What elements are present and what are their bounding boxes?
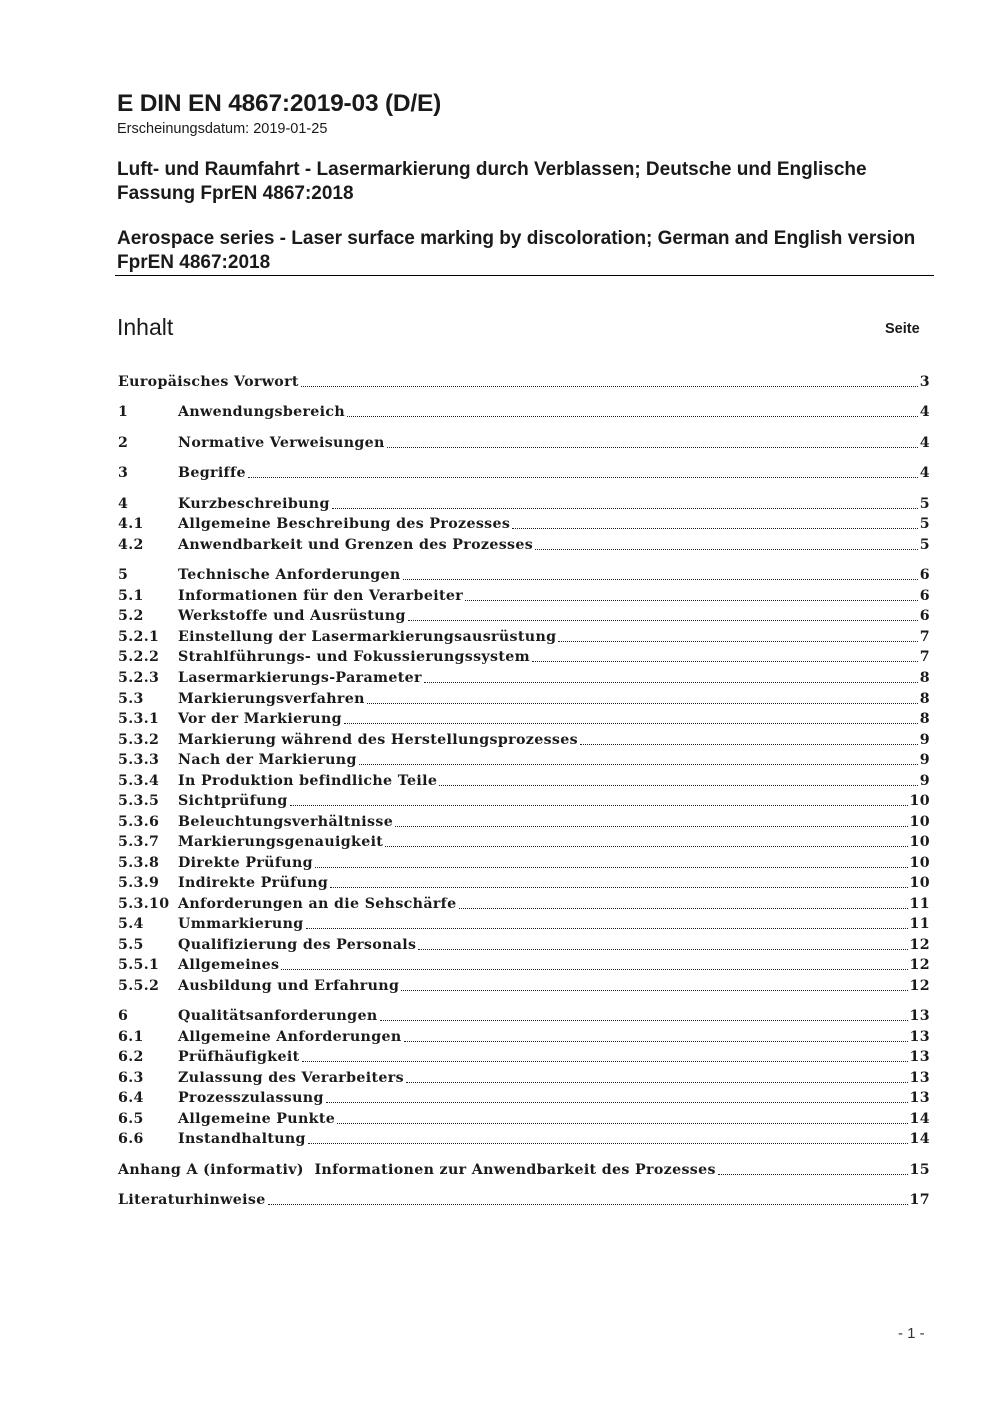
toc-dot-leader (308, 1143, 908, 1144)
toc-entry-5-3-3[interactable] (118, 749, 930, 769)
toc-dot-leader (395, 826, 907, 827)
toc-entry-number: 4.2 (118, 537, 144, 553)
toc-entry-page: 8 (919, 691, 930, 707)
toc-entry-page: 10 (909, 834, 930, 850)
toc-entry-label: Qualifizierung des Personals (178, 937, 417, 953)
toc-entry-number: 5.2 (118, 608, 144, 624)
toc-entry-label: Sichtprüfung (178, 793, 288, 809)
toc-entry-page: 7 (919, 649, 930, 665)
toc-page-column-label: Seite (885, 321, 920, 337)
toc-entry-6-3[interactable] (118, 1067, 930, 1087)
toc-entry-number: 5.5.2 (118, 978, 160, 994)
toc-entry-label: Ausbildung und Erfahrung (178, 978, 400, 994)
toc-entry-page: 14 (909, 1131, 930, 1147)
toc-entry-number: 5.2.1 (118, 629, 160, 645)
toc-entry-5-2-2[interactable] (118, 646, 930, 666)
toc-entry-5-2-1[interactable] (118, 626, 930, 646)
toc-dot-leader (558, 641, 917, 642)
toc-entry-label: Europäisches Vorwort (118, 374, 299, 390)
toc-entry-5-3-1[interactable] (118, 708, 930, 728)
toc-dot-leader (359, 764, 918, 765)
toc-entry-3[interactable] (118, 462, 930, 482)
toc-entry-label: Prozesszulassung (178, 1090, 324, 1106)
toc-entry-5-3[interactable] (118, 688, 930, 708)
toc-entry-page: 5 (919, 537, 930, 553)
toc-entry-page: 8 (919, 670, 930, 686)
toc-entry-label: Literaturhinweise (118, 1192, 266, 1208)
toc-entry-number: 3 (118, 465, 129, 481)
toc-entry-page: 6 (919, 608, 930, 624)
toc-entry-6-5[interactable] (118, 1108, 930, 1128)
toc-dot-leader (404, 1041, 908, 1042)
toc-entry-page: 10 (909, 875, 930, 891)
toc-dot-leader (459, 908, 908, 909)
toc-entry-number: 5.3.10 (118, 896, 170, 912)
toc-entry-label: Markierung während des Herstellungsprozesses (178, 732, 578, 748)
toc-entry-6[interactable] (118, 1005, 930, 1025)
toc-entry-page: 5 (919, 516, 930, 532)
toc-entry-page: 5 (919, 496, 930, 512)
toc-entry-label: Allgemeine Beschreibung des Prozesses (178, 516, 511, 532)
toc-dot-leader (403, 579, 918, 580)
toc-entry-page: 4 (919, 404, 930, 420)
toc-dot-leader (408, 620, 918, 621)
toc-entry-label: In Produktion befindliche Teile (178, 773, 438, 789)
toc-dot-leader (465, 600, 918, 601)
toc-entry-label: Einstellung der Lasermarkierungsausrüstung (178, 629, 557, 645)
toc-entry-label: Kurzbeschreibung (178, 496, 330, 512)
toc-dot-leader (532, 661, 918, 662)
toc-entry-5[interactable] (118, 564, 930, 584)
toc-dot-leader (301, 386, 918, 387)
toc-entry-page: 15 (909, 1162, 930, 1178)
toc-entry-page: 9 (919, 752, 930, 768)
toc-dot-leader (290, 805, 908, 806)
toc-entry-number: 5.2.3 (118, 670, 160, 686)
toc-entry-label: Allgemeines (178, 957, 280, 973)
toc-entry-number: 6.2 (118, 1049, 144, 1065)
toc-dot-leader (302, 1061, 908, 1062)
toc-entry-number: 5.3.8 (118, 855, 160, 871)
toc-entry-number: 2 (118, 435, 129, 451)
toc-entry-5-3-9[interactable] (118, 872, 930, 892)
document-title: E DIN EN 4867:2019-03 (D/E) (117, 90, 442, 117)
toc-dot-leader (380, 1020, 908, 1021)
toc-entry-label: Markierungsverfahren (178, 691, 365, 707)
toc-entry-5-5-1[interactable] (118, 954, 930, 974)
toc-entry-label: Markierungsgenauigkeit (178, 834, 384, 850)
toc-entry-6-6[interactable] (118, 1128, 930, 1148)
toc-dot-leader (718, 1174, 908, 1175)
toc-entry-label: Strahlführungs- und Fokussierungssystem (178, 649, 531, 665)
toc-entry-page: 13 (909, 1070, 930, 1086)
toc-entry-6-4[interactable] (118, 1087, 930, 1107)
toc-dot-leader (424, 682, 918, 683)
toc-entry-page: 7 (919, 629, 930, 645)
toc-entry-5-2[interactable] (118, 605, 930, 625)
toc-dot-leader (248, 477, 918, 478)
title-german: Luft- und Raumfahrt - Lasermarkierung durch Verblassen; Deutsche und Englische Fassung FprEN 4867:2018 (117, 159, 867, 204)
toc-entry-number: 6 (118, 1008, 129, 1024)
toc-entry-number: 4.1 (118, 516, 144, 532)
toc-entry-label: Nach der Markierung (178, 752, 357, 768)
toc-entry-page: 10 (909, 855, 930, 871)
toc-entry-page: 11 (909, 896, 930, 912)
toc-dot-leader (306, 928, 908, 929)
toc-entry-label: Qualitätsanforderungen (178, 1008, 378, 1024)
toc-entry-page: 11 (909, 916, 930, 932)
toc-entry-page: 4 (919, 465, 930, 481)
toc-entry-label: Prüfhäufigkeit (178, 1049, 300, 1065)
toc-entry-label: Direkte Prüfung (178, 855, 313, 871)
toc-entry-page: 9 (919, 773, 930, 789)
header-divider (115, 275, 934, 276)
toc-entry-5-3-5[interactable] (118, 790, 930, 810)
toc-entry-number: 5.3.7 (118, 834, 160, 850)
toc-entry-page: 17 (909, 1192, 930, 1208)
toc-entry-label: Anforderungen an die Sehschärfe (178, 896, 457, 912)
toc-dot-leader (347, 416, 918, 417)
toc-entry-number: 5.5 (118, 937, 144, 953)
toc-dot-leader (332, 508, 918, 509)
toc-entry-page: 14 (909, 1111, 930, 1127)
publication-date: Erscheinungsdatum: 2019-01-25 (117, 121, 328, 137)
toc-entry-label: Normative Verweisungen (178, 435, 385, 451)
toc-dot-leader (580, 744, 918, 745)
toc-dot-leader (406, 1082, 908, 1083)
toc-entry-4-1[interactable] (118, 513, 930, 533)
toc-entry-5-3-7[interactable] (118, 831, 930, 851)
toc-heading: Inhalt (117, 314, 174, 340)
toc-entry-5-1[interactable] (118, 585, 930, 605)
toc-entry-number: 5.3.1 (118, 711, 160, 727)
toc-entry-number: 5.3.9 (118, 875, 160, 891)
toc-dot-leader (385, 846, 907, 847)
toc-entry-number: 1 (118, 404, 129, 420)
toc-entry-number: 5.3.4 (118, 773, 160, 789)
toc-entry-label: Ummarkierung (178, 916, 304, 932)
toc-entry-label: Allgemeine Anforderungen (178, 1029, 402, 1045)
toc-entry-label: Allgemeine Punkte (178, 1111, 336, 1127)
toc-entry-number: 5.5.1 (118, 957, 160, 973)
toc-entry-number: 5.3 (118, 691, 144, 707)
toc-entry-label: Vor der Markierung (178, 711, 342, 727)
toc-dot-leader (418, 949, 907, 950)
toc-entry-label: Werkstoffe und Ausrüstung (178, 608, 406, 624)
toc-entry-page: 10 (909, 793, 930, 809)
toc-entry-number: 5 (118, 567, 129, 583)
toc-entry-5-2-3[interactable] (118, 667, 930, 687)
toc-entry-europaeisches-vorwort[interactable] (118, 371, 930, 391)
toc-entry-5-3-2[interactable] (118, 729, 930, 749)
toc-entry-number: 5.4 (118, 916, 144, 932)
title-english: Aerospace series - Laser surface marking by discoloration; German and English version FprEN 4867:2018 (117, 228, 916, 273)
toc-entry-page: 8 (919, 711, 930, 727)
toc-dot-leader (337, 1123, 907, 1124)
toc-entry-page: 9 (919, 732, 930, 748)
toc-entry-number: 5.3.6 (118, 814, 160, 830)
toc-entry-5-3-6[interactable] (118, 811, 930, 831)
toc-dot-leader (401, 990, 907, 991)
toc-dot-leader (330, 887, 907, 888)
toc-entry-label: Lasermarkierungs-Parameter (178, 670, 422, 686)
toc-entry-page: 12 (909, 978, 930, 994)
toc-entry-5-4[interactable] (118, 913, 930, 933)
toc-entry-6-1[interactable] (118, 1026, 930, 1046)
toc-entry-page: 4 (919, 435, 930, 451)
toc-entry-4[interactable] (118, 493, 930, 513)
toc-entry-page: 12 (909, 957, 930, 973)
toc-entry-number: 4 (118, 496, 129, 512)
toc-entry-anhang-a[interactable] (118, 1159, 930, 1179)
toc-entry-label: Zulassung des Verarbeiters (178, 1070, 404, 1086)
toc-dot-leader (315, 867, 908, 868)
toc-entry-number: 5.2.2 (118, 649, 160, 665)
toc-entry-number: 6.4 (118, 1090, 144, 1106)
toc-entry-page: 3 (919, 374, 930, 390)
toc-entry-5-3-4[interactable] (118, 770, 930, 790)
toc-entry-number: 5.1 (118, 588, 144, 604)
toc-entry-label: Anwendungsbereich (178, 404, 346, 420)
toc-entry-label: Instandhaltung (178, 1131, 306, 1147)
toc-entry-number: 5.3.2 (118, 732, 160, 748)
toc-entry-4-2[interactable] (118, 534, 930, 554)
toc-entry-page: 13 (909, 1008, 930, 1024)
toc-entry-page: 13 (909, 1049, 930, 1065)
toc-entry-literaturhinweise[interactable] (118, 1189, 930, 1209)
toc-entry-5-5[interactable] (118, 934, 930, 954)
toc-entry-5-5-2[interactable] (118, 975, 930, 995)
toc-entry-label: Anwendbarkeit und Grenzen des Prozesses (178, 537, 534, 553)
toc-entry-label: Beleuchtungsverhältnisse (178, 814, 394, 830)
toc-entry-6-2[interactable] (118, 1046, 930, 1066)
page-number: - 1 - (898, 1325, 925, 1342)
toc-entry-number: 5.3.5 (118, 793, 160, 809)
toc-dot-leader (268, 1204, 908, 1205)
toc-entry-5-3-8[interactable] (118, 852, 930, 872)
toc-dot-leader (367, 703, 918, 704)
toc-entry-number: 6.3 (118, 1070, 144, 1086)
toc-dot-leader (535, 549, 918, 550)
toc-entry-1[interactable] (118, 401, 930, 421)
toc-dot-leader (387, 447, 918, 448)
toc-entry-page: 6 (919, 567, 930, 583)
toc-entry-label: Informationen für den Verarbeiter (178, 588, 464, 604)
toc-entry-number: 6.6 (118, 1131, 144, 1147)
toc-entry-page: 13 (909, 1090, 930, 1106)
toc-dot-leader (344, 723, 918, 724)
toc-entry-number: 6.1 (118, 1029, 144, 1045)
toc-entry-number: 6.5 (118, 1111, 144, 1127)
toc-entry-page: 13 (909, 1029, 930, 1045)
toc-dot-leader (326, 1102, 908, 1103)
toc-entry-page: 12 (909, 937, 930, 953)
toc-entry-5-3-10[interactable] (118, 893, 930, 913)
toc-entry-number: 5.3.3 (118, 752, 160, 768)
toc-entry-label: Technische Anforderungen (178, 567, 401, 583)
toc-dot-leader (512, 528, 918, 529)
toc-entry-label: Indirekte Prüfung (178, 875, 329, 891)
toc-entry-label: Begriffe (178, 465, 246, 481)
toc-entry-page: 6 (919, 588, 930, 604)
toc-dot-leader (439, 785, 918, 786)
toc-entry-page: 10 (909, 814, 930, 830)
toc-entry-2[interactable] (118, 432, 930, 452)
toc-entry-label: Anhang A (informativ) Informationen zur Anwendbarkeit des Prozesses (118, 1162, 716, 1178)
toc-dot-leader (281, 969, 907, 970)
